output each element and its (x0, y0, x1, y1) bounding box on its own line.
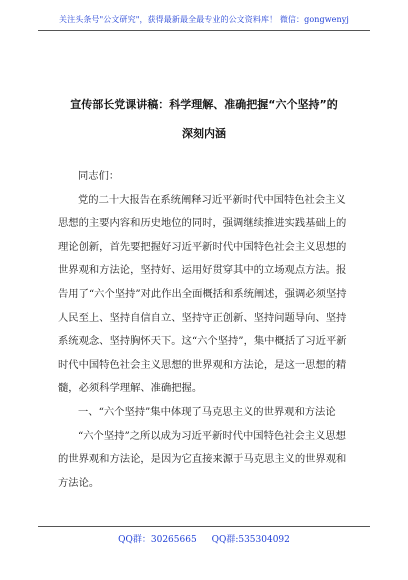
document-title-line2: 深刻内涵 (182, 127, 226, 140)
paragraph-section-1: “六个坚持”之所以成为习近平新时代中国特色社会主义思想的世界观和方法论，是因为它直接来源于马克思主义的世界观和方法论。 (58, 429, 347, 489)
footer (0, 532, 408, 545)
header-divider (38, 30, 370, 31)
footer-divider (38, 526, 370, 527)
footer-qq-group-1: QQ群：30265665 (118, 535, 197, 545)
header-banner: 关注头条号"公文研究"，获得最新最全最专业的公文资料库！ 微信：gongwenyj (59, 15, 349, 24)
paragraph-intro: 党的二十大报告在系统阐释习近平新时代中国特色社会主义思想的主要内容和历史地位的同时，强调继续推进实践基础上的理论创新，首先要把握好习近平新时代中国特色社会主义思想的世界观和方法论，坚持好、运用好贯穿其中的立场观点方法。报告用了“六个坚持”对此作出全面概括和系统阐述，强调必须坚持人民至上、坚持自信自立、坚持守正创新、坚持问题导向、坚持系统观念、坚持胸怀天下。这“六个坚持”，集中概括了习近平新时代中国特色社会主义思想的世界观和方法论，是这一思想的精髓，必须科学理解、准确把握。 (58, 193, 347, 395)
document-body (58, 165, 350, 495)
salutation: 同志们： (78, 170, 120, 182)
document-title-line1: 宣传部长党课讲稿：科学理解、准确把握“六个坚持”的 (70, 98, 338, 111)
section-heading-1: 一、“六个坚持”集中体现了马克思主义的世界观和方法论 (78, 405, 336, 418)
footer-qq-group-2: QQ群:535304092 (211, 535, 290, 545)
